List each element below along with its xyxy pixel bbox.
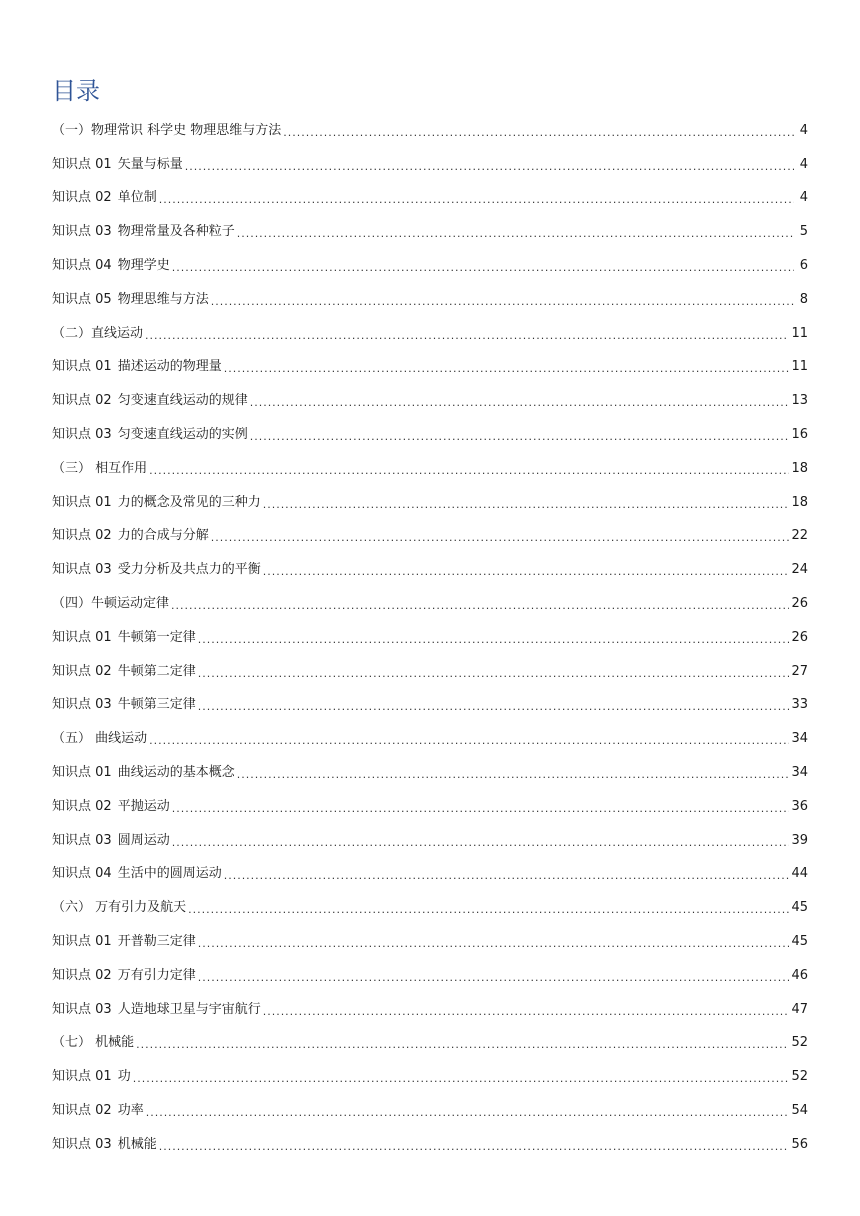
toc-entry-text: 万有引力定律: [117, 967, 196, 983]
toc-entry-number: 知识点 03: [52, 562, 112, 578]
toc-dot-leader: [263, 496, 790, 514]
toc-entry-label: [52, 189, 157, 207]
toc-page-number: 4: [799, 190, 808, 206]
toc-dot-leader: [263, 563, 790, 581]
toc-entry-text: （五） 曲线运动: [52, 731, 148, 747]
toc-page-number: 45: [791, 934, 808, 950]
toc-dot-leader: [146, 1104, 790, 1122]
toc-entry-label: [52, 358, 222, 376]
toc-entry-number: 知识点 04: [52, 258, 112, 274]
toc-dot-leader: [237, 766, 790, 784]
toc-entry-label: [52, 291, 209, 309]
toc-item-entry[interactable]: [52, 1128, 808, 1162]
toc-entry-text: 功: [117, 1069, 131, 1085]
toc-entry-label: [52, 764, 235, 782]
toc-chapter-entry[interactable]: [52, 317, 808, 351]
toc-entry-text: 牛顿第二定律: [117, 663, 196, 679]
toc-chapter-entry[interactable]: [52, 114, 808, 148]
toc-entry-number: 知识点 03: [52, 697, 112, 713]
toc-entry-number: 知识点 03: [52, 832, 112, 848]
toc-item-entry[interactable]: [52, 1094, 808, 1128]
toc-entry-label: [52, 122, 281, 140]
toc-entry-text: （一）物理常识 科学史 物理思维与方法: [52, 122, 282, 138]
toc-page-number: 18: [791, 460, 808, 476]
toc-dot-leader: [283, 124, 794, 142]
toc-item-entry[interactable]: [52, 689, 808, 723]
toc-page-number: 16: [791, 427, 808, 443]
toc-page-number: 11: [791, 359, 808, 375]
toc-page-number: 54: [791, 1103, 808, 1118]
toc-dot-leader: [211, 529, 790, 547]
toc-item-entry[interactable]: [52, 925, 808, 959]
toc-item-entry[interactable]: [52, 1060, 808, 1094]
toc-list: [52, 114, 808, 1162]
toc-entry-number: 知识点 03: [52, 1136, 112, 1152]
toc-entry-text: 力的概念及常见的三种力: [117, 494, 261, 510]
toc-page-number: 34: [791, 765, 808, 781]
toc-entry-number: 知识点 02: [52, 967, 112, 983]
toc-entry-number: 知识点 01: [52, 1069, 112, 1085]
toc-entry-text: 矢量与标量: [117, 156, 183, 172]
toc-dot-leader: [250, 394, 790, 412]
toc-page-number: 5: [799, 224, 808, 240]
toc-item-entry[interactable]: [52, 756, 808, 790]
toc-dot-leader: [172, 834, 790, 852]
toc-entry-text: 圆周运动: [117, 832, 170, 848]
toc-dot-leader: [198, 935, 790, 953]
toc-dot-leader: [171, 597, 789, 615]
toc-item-entry[interactable]: [52, 655, 808, 689]
toc-entry-label: [52, 663, 196, 681]
toc-entry-label: [52, 730, 147, 748]
toc-entry-label: [52, 561, 261, 579]
toc-page-number: 27: [791, 663, 808, 679]
toc-entry-text: （三） 相互作用: [52, 460, 148, 476]
toc-chapter-entry[interactable]: [52, 587, 808, 621]
toc-entry-text: 人造地球卫星与宇宙航行: [117, 1001, 261, 1017]
toc-dot-leader: [185, 158, 794, 176]
toc-item-entry[interactable]: [52, 621, 808, 655]
toc-page-number: 33: [791, 697, 808, 713]
toc-entry-text: 曲线运动的基本概念: [117, 765, 235, 781]
toc-entry-text: （六） 万有引力及航天: [52, 900, 187, 916]
toc-page-number: 39: [791, 832, 808, 848]
toc-item-entry[interactable]: [52, 215, 808, 249]
toc-entry-text: 牛顿第一定律: [117, 629, 196, 645]
toc-entry-number: 知识点 02: [52, 663, 112, 679]
toc-page-number: 11: [791, 325, 808, 341]
toc-dot-leader: [172, 259, 794, 277]
toc-item-entry[interactable]: [52, 249, 808, 283]
toc-entry-label: [52, 865, 222, 883]
toc-entry-text: 单位制: [117, 190, 157, 206]
toc-entry-label: [52, 1068, 131, 1086]
toc-item-entry[interactable]: [52, 384, 808, 418]
toc-dot-leader: [159, 191, 794, 209]
toc-entry-number: 知识点 01: [52, 359, 112, 375]
toc-page-number: 18: [791, 494, 808, 510]
toc-page-number: 26: [791, 629, 808, 645]
toc-entry-label: [52, 832, 170, 850]
toc-entry-text: 机械能: [117, 1136, 157, 1152]
toc-entry-text: 功率: [117, 1103, 144, 1118]
toc-entry-label: [52, 392, 248, 410]
toc-entry-number: 知识点 04: [52, 866, 112, 882]
toc-chapter-entry[interactable]: [52, 452, 808, 486]
toc-chapter-entry[interactable]: [52, 1027, 808, 1061]
toc-entry-text: 受力分析及共点力的平衡: [117, 562, 261, 578]
toc-dot-leader: [198, 698, 790, 716]
toc-dot-leader: [149, 732, 789, 750]
toc-entry-label: [52, 460, 147, 478]
toc-entry-text: 匀变速直线运动的规律: [117, 393, 248, 409]
toc-entry-label: [52, 1034, 134, 1052]
toc-entry-number: 知识点 01: [52, 494, 112, 510]
toc-dot-leader: [145, 327, 789, 345]
toc-entry-label: [52, 494, 261, 512]
toc-entry-label: [52, 1102, 144, 1120]
toc-dot-leader: [149, 462, 789, 480]
toc-entry-label: [52, 156, 183, 174]
toc-entry-text: （四）牛顿运动定律: [52, 596, 170, 612]
toc-entry-number: 知识点 01: [52, 629, 112, 645]
toc-item-entry[interactable]: [52, 824, 808, 858]
toc-page-number: 47: [791, 1001, 808, 1017]
toc-item-entry[interactable]: [52, 993, 808, 1027]
toc-entry-text: 生活中的圆周运动: [117, 866, 222, 882]
toc-entry-text: 平抛运动: [117, 798, 170, 814]
toc-item-entry[interactable]: [52, 283, 808, 317]
toc-page-number: 36: [791, 798, 808, 814]
toc-entry-label: [52, 325, 143, 343]
toc-item-entry[interactable]: [52, 959, 808, 993]
toc-entry-text: 物理思维与方法: [117, 291, 209, 307]
toc-entry-number: 知识点 02: [52, 1103, 112, 1118]
toc-page-number: 52: [791, 1035, 808, 1051]
toc-page-number: 24: [791, 562, 808, 578]
toc-entry-label: [52, 967, 196, 985]
toc-dot-leader: [136, 1036, 789, 1054]
toc-entry-text: 物理学史: [117, 258, 170, 274]
toc-entry-number: 知识点 01: [52, 765, 112, 781]
toc-page-number: 13: [791, 393, 808, 409]
toc-item-entry[interactable]: [52, 418, 808, 452]
toc-dot-leader: [198, 665, 790, 683]
toc-entry-text: 力的合成与分解: [117, 528, 209, 544]
toc-page-number: 4: [799, 156, 808, 172]
toc-entry-text: （二）直线运动: [52, 325, 144, 341]
toc-entry-label: [52, 696, 196, 714]
toc-dot-leader: [211, 293, 794, 311]
toc-entry-number: 知识点 05: [52, 291, 112, 307]
toc-entry-number: 知识点 02: [52, 798, 112, 814]
toc-entry-label: [52, 1001, 261, 1019]
toc-entry-number: 知识点 03: [52, 427, 112, 443]
toc-page-number: 34: [791, 731, 808, 747]
toc-item-entry[interactable]: [52, 351, 808, 385]
toc-entry-label: [52, 629, 196, 647]
toc-entry-number: 知识点 01: [52, 156, 112, 172]
toc-entry-label: [52, 933, 196, 951]
toc-entry-text: 物理常量及各种粒子: [117, 224, 235, 240]
toc-entry-label: [52, 798, 170, 816]
toc-entry-number: 知识点 01: [52, 934, 112, 950]
toc-entry-label: [52, 1136, 157, 1154]
toc-dot-leader: [250, 428, 790, 446]
toc-chapter-entry[interactable]: [52, 722, 808, 756]
toc-dot-leader: [224, 867, 790, 885]
toc-page-number: 45: [791, 900, 808, 916]
toc-entry-text: 描述运动的物理量: [117, 359, 222, 375]
toc-dot-leader: [237, 225, 794, 243]
toc-chapter-entry[interactable]: [52, 891, 808, 925]
toc-entry-number: 知识点 03: [52, 1001, 112, 1017]
toc-entry-text: 开普勒三定律: [117, 934, 196, 950]
toc-entry-number: 知识点 02: [52, 190, 112, 206]
toc-entry-label: [52, 257, 170, 275]
toc-item-entry[interactable]: [52, 790, 808, 824]
toc-entry-number: 知识点 03: [52, 224, 112, 240]
toc-page-number: 56: [791, 1136, 808, 1152]
toc-entry-text: （七） 机械能: [52, 1035, 135, 1051]
toc-page-number: 22: [791, 528, 808, 544]
toc-dot-leader: [198, 969, 790, 987]
toc-title: 目录: [52, 77, 100, 105]
toc-entry-number: 知识点 02: [52, 393, 112, 409]
toc-entry-text: 匀变速直线运动的实例: [117, 427, 248, 443]
toc-item-entry[interactable]: [52, 520, 808, 554]
toc-entry-text: 牛顿第三定律: [117, 697, 196, 713]
toc-entry-label: [52, 899, 186, 917]
toc-dot-leader: [159, 1138, 790, 1156]
toc-page-number: 46: [791, 967, 808, 983]
toc-item-entry[interactable]: [52, 148, 808, 182]
toc-entry-label: [52, 426, 248, 444]
toc-page-number: 8: [799, 291, 808, 307]
toc-entry-label: [52, 223, 235, 241]
toc-page-number: 44: [791, 866, 808, 882]
toc-item-entry[interactable]: [52, 858, 808, 892]
toc-dot-leader: [224, 360, 790, 378]
toc-item-entry[interactable]: [52, 486, 808, 520]
toc-dot-leader: [172, 800, 790, 818]
toc-entry-label: [52, 527, 209, 545]
toc-entry-label: [52, 595, 169, 613]
toc-dot-leader: [198, 631, 790, 649]
toc-page-number: 52: [791, 1069, 808, 1085]
toc-page-number: 26: [791, 596, 808, 612]
toc-entry-number: 知识点 02: [52, 528, 112, 544]
toc-page-number: 4: [799, 122, 808, 138]
toc-page-number: 6: [799, 258, 808, 274]
toc-dot-leader: [263, 1003, 790, 1021]
toc-item-entry[interactable]: [52, 553, 808, 587]
toc-item-entry[interactable]: [52, 182, 808, 216]
toc-dot-leader: [188, 901, 789, 919]
toc-dot-leader: [133, 1070, 790, 1088]
